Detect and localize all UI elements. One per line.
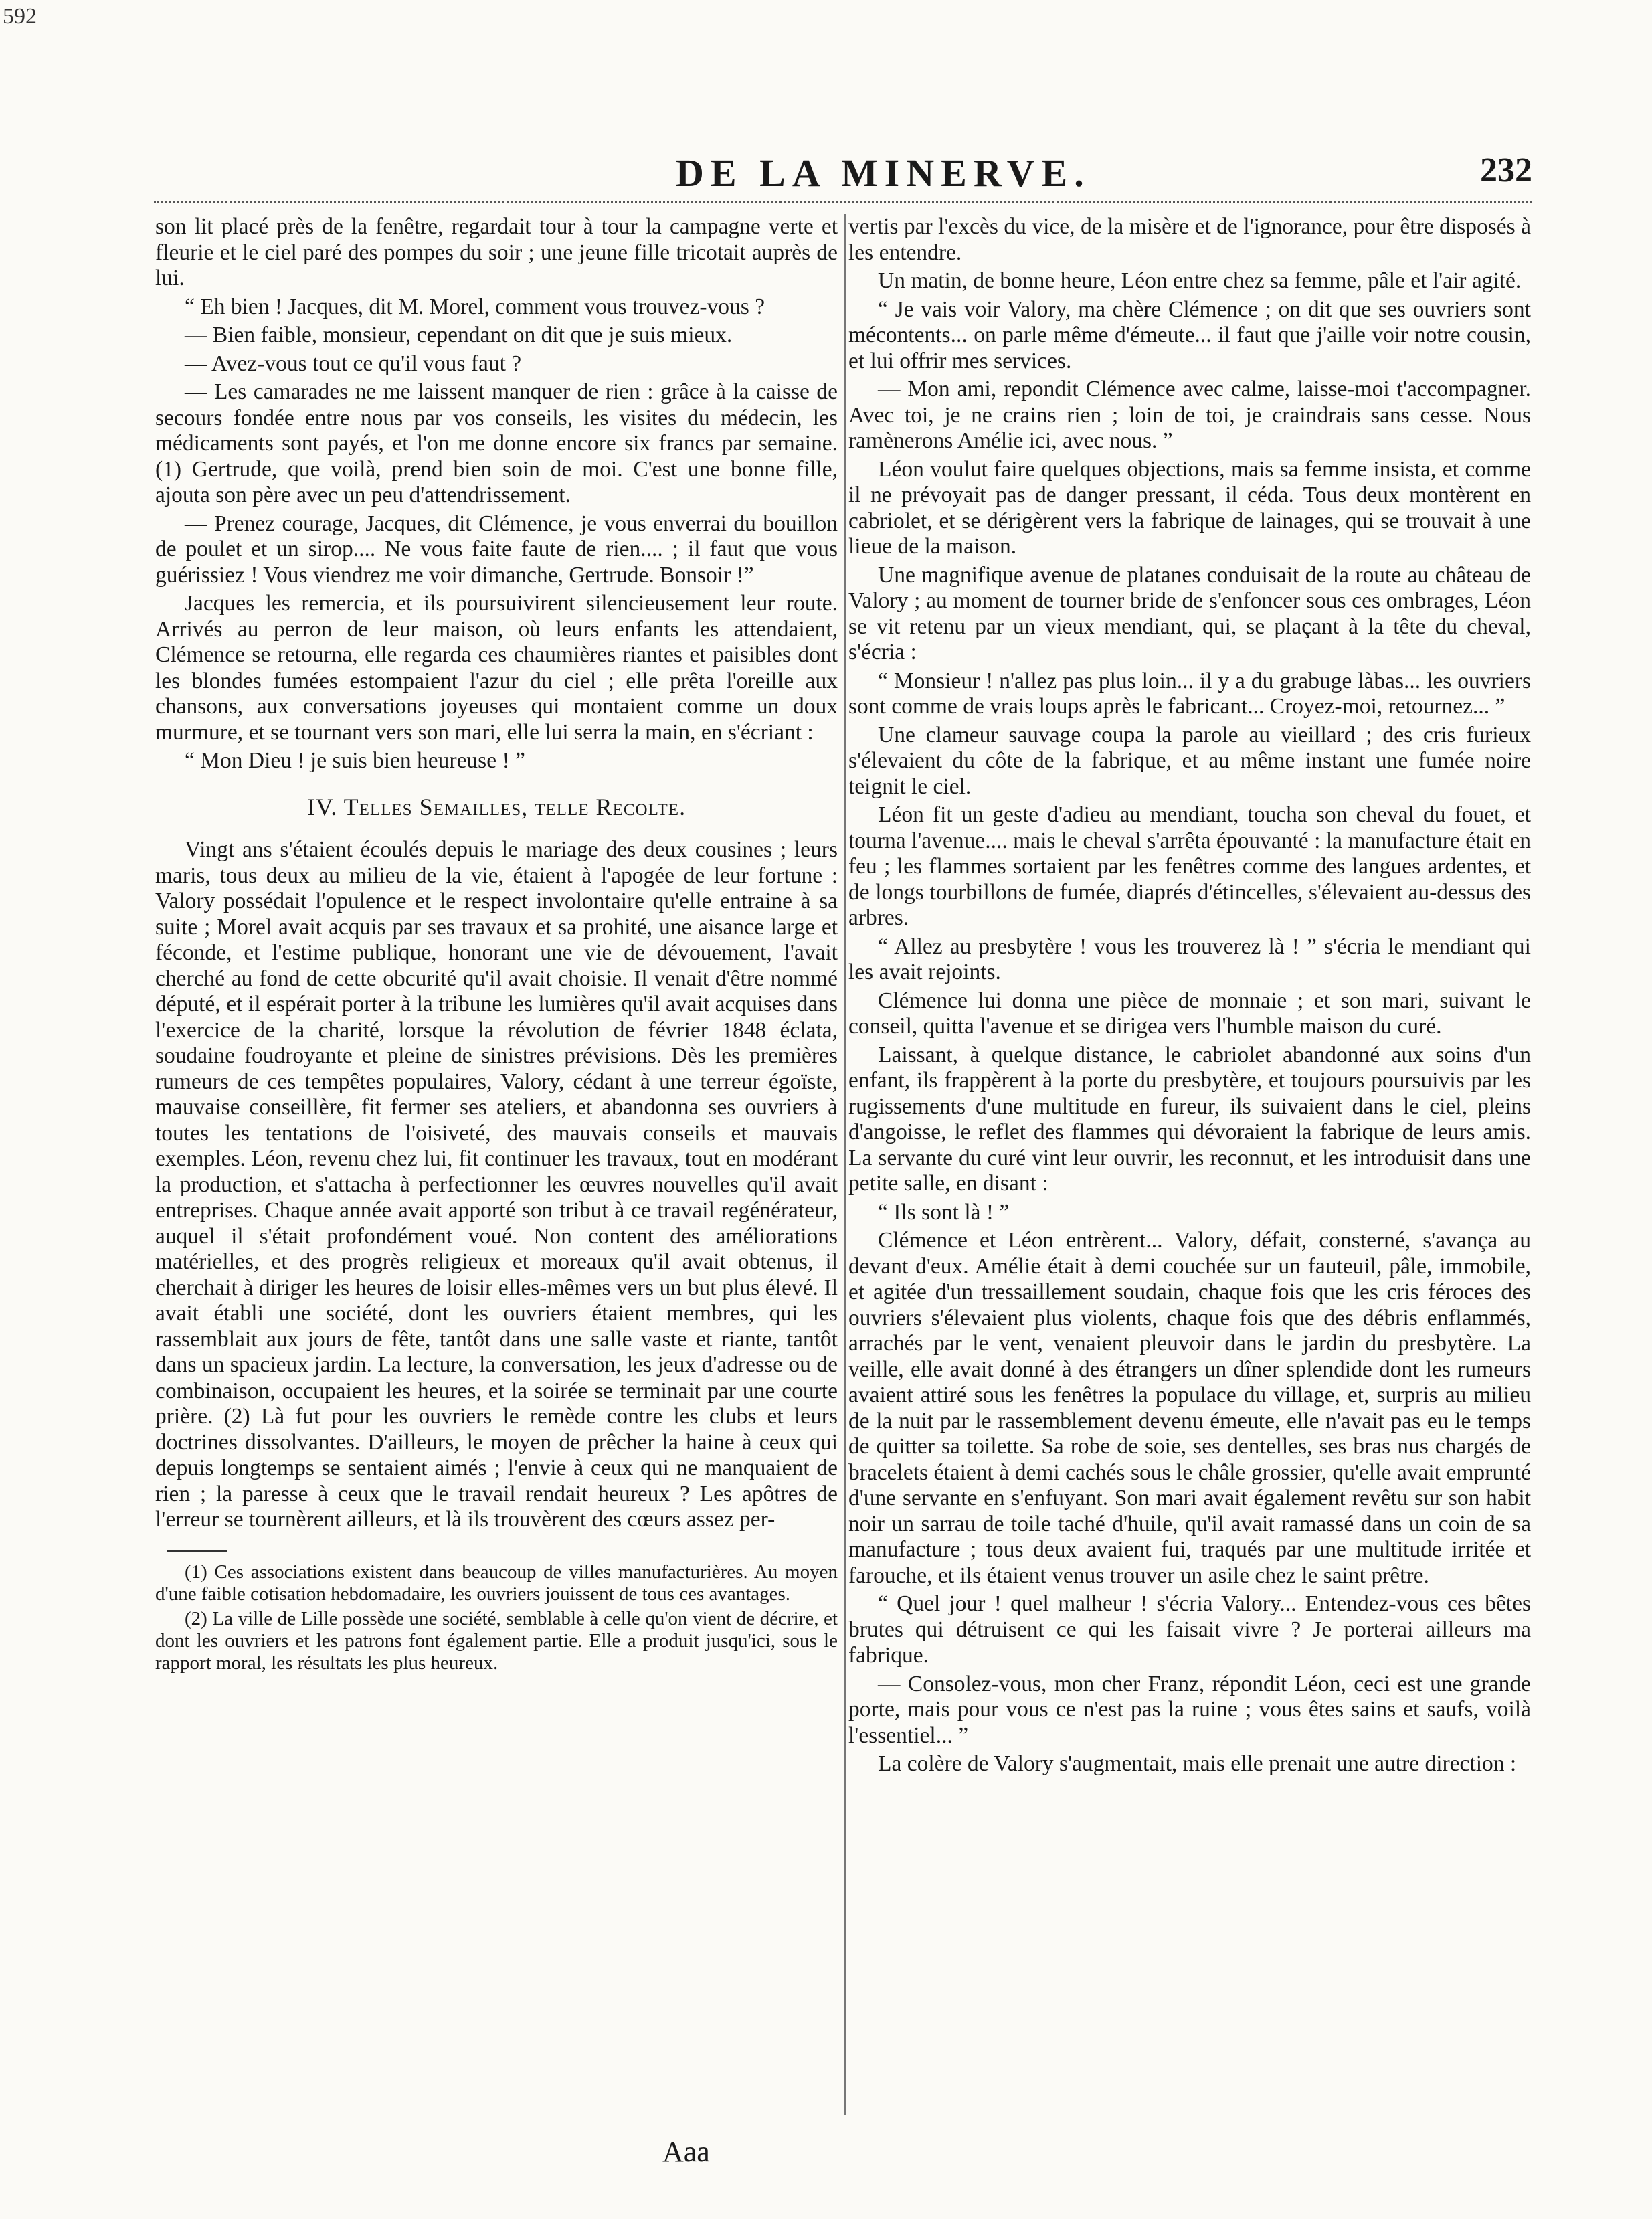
footnote: (1) Ces associations existent dans beaucoup de villes manufacturières. Au moyen d'une faible cotisation hebdomadaire, les ouvriers jouissent de tous ces avantages. xyxy=(155,1561,838,1605)
paragraph: Clémence et Léon entrèrent... Valory, défait, consterné, s'avança au devant d'eux. Amélie était à demi couchée sur un fauteuil, pâle, immobile, et agitée d'un tressaillement soudain, chaque fois que les cris féroces des ouvriers s'élevaient plus violents, chaque fois que des débris enflammés, arrachés par le vent, venaient pleuvoir dans le jardin du presbytère. La veille, elle avait donné à des étrangers un dîner splendide dont les rumeurs avaient attiré sous les fenêtres la populace du village, et, surpris au milieu de la nuit par le rassemblement devenu émeute, elle n'avait pas eu le temps de quitter sa toilette. Sa robe de soie, ses dentelles, ses bras nus chargés de bracelets étaient à demi cachés sous le châle grossier, qu'elle avait emprunté d'une servante en s'enfuyant. Son mari avait également revêtu sur son habit noir un sarrau de toile taché d'huile, qu'il avait ramassé dans un coin de sa manufacture ; tous deux avaient fui, traqués par une multitude irritée et farouche, et ils étaient venus trouver un asile chez le saint prêtre. xyxy=(848,1228,1531,1588)
paragraph: “ Quel jour ! quel malheur ! s'écria Valory... Entendez-vous ces bêtes brutes qui détruisent ce qui les faisait vivre ? Je porterai ailleurs ma fabrique. xyxy=(848,1591,1531,1668)
paragraph: Clémence lui donna une pièce de monnaie ; et son mari, suivant le conseil, quitta l'avenue et se dirigea vers l'humble maison du curé. xyxy=(848,988,1531,1039)
paragraph: “ Je vais voir Valory, ma chère Clémence ; on dit que ses ouvriers sont mécontents... on parle même d'émeute... il faut que j'aille voir notre cousin, et lui offrir mes services. xyxy=(848,296,1531,373)
paragraph: “ Ils sont là ! ” xyxy=(878,1199,1010,1225)
paragraph: vertis par l'excès du vice, de la misère et de l'ignorance, pour être disposés à les entendre. xyxy=(848,214,1531,265)
journal-title: DE LA MINERVE. xyxy=(676,151,1091,195)
paragraph: Un matin, de bonne heure, Léon entre chez sa femme, pâle et l'air agité. xyxy=(878,268,1522,293)
paragraph: son lit placé près de la fenêtre, regardait tour à tour la campagne verte et fleurie et le ciel paré des pompes du soir ; une jeune fille tricotait auprès de lui. xyxy=(155,214,838,290)
paragraph: “ Allez au presbytère ! vous les trouverez là ! ” s'écria le mendiant qui les avait rejoints. xyxy=(848,934,1531,984)
header-rule xyxy=(154,201,1532,203)
paragraph: — Prenez courage, Jacques, dit Clémence, je vous enverrai du bouillon de poulet et un sirop.... Ne vous faite faute de rien.... ; il faut que vous guérissiez ! Vous viendrez me voir dimanche, Gertrude. Bonsoir !” xyxy=(155,511,838,588)
paragraph: “ Eh bien ! Jacques, dit M. Morel, comment vous trouvez-vous ? xyxy=(185,294,765,319)
paragraph: — Avez-vous tout ce qu'il vous faut ? xyxy=(185,351,522,376)
paragraph: Vingt ans s'étaient écoulés depuis le mariage des deux cousines ; leurs maris, tous deux au milieu de la vie, étaient à l'apogée de leur fortune : Valory possédait l'opulence et le respect involontaire qu'elle entraine à sa suite ; Morel avait acquis par ses travaux et sa prohité, une aisance large et féconde, et l'estime publique, honorant une vie de dévouement, l'avait cherché au fond de cette obcurité qu'il avait choisie. Il venait d'être nommé député, et il espérait porter à la tribune les lumières qu'il avait acquises dans l'exercice de la charité, lorsque la révolution de février 1848 éclata, soudaine foudroyante et pleine de sinistres prévisions. Dès les premières rumeurs de ces tempêtes populaires, Valory, cédant à une terreur égoïste, mauvaise conseillère, fit fermer ses ateliers, et abandonna ses ouvriers à toutes les tentations de l'oisiveté, des mauvais conseils et mauvais exemples. Léon, revenu chez lui, fit continuer les travaux, tout en modérant la production, et s'attacha à perfectionner les œuvres nouvelles qu'il avait entreprises. Chaque année avait apporté son tribut à ce travail regénérateur, auquel il s'était profondément voué. Non content des améliorations matérielles, et des progrès religieux et moreaux qu'il avait obtenus, il cherchait à diriger les heures de loisir elles-mêmes vers un but plus élevé. Il avait établi une société, dont les ouvriers étaient membres, qui les rassemblait aux jours de fête, tantôt dans une salle vaste et riante, tantôt dans un spacieux jardin. La lecture, la conversation, les jeux d'adresse ou de combinaison, occupaient les heures, et la soirée se terminait par une courte prière. (2) Là fut pour les ouvriers le remède contre les clubs et leurs doctrines dissolvantes. D'ailleurs, le moyen de prêcher la haine à ceux qui depuis longtemps se sentaient aimés ; l'envie à ceux qui ne manquaient de rien ; la paresse à ceux que le travail rendait heureux ? Les apôtres de l'erreur se tournèrent ailleurs, et là ils trouvèrent des cœurs assez per- xyxy=(155,837,838,1532)
paragraph: — Bien faible, monsieur, cependant on dit que je suis mieux. xyxy=(185,323,733,347)
paragraph: La colère de Valory s'augmentait, mais elle prenait une autre direction : xyxy=(878,1751,1517,1776)
paragraph: Léon fit un geste d'adieu au mendiant, toucha son cheval du fouet, et tourna l'avenue.... mais le cheval s'arrêta épouvanté : la manufacture était en feu ; les flammes sortaient par les fenêtres comme des langues ardentes, et de longs tourbillons de fumée, diaprés d'étincelles, s'élevaient au-dessus des arbres. xyxy=(848,802,1531,930)
right-column xyxy=(848,214,1531,1780)
paragraph: Jacques les remercia, et ils poursuivirent silencieusement leur route. Arrivés au perron de leur maison, où leurs enfants les attendaient, Clémence se retourna, elle regarda ces chaumières riantes et paisibles dont les blondes fumées estompaient l'azur du ciel ; elle prêta l'oreille aux chansons, aux conversations joyeuses qui montaient comme un doux murmure, et se tournant vers son mari, elle lui serra la main, en s'écriant : xyxy=(155,591,838,745)
paragraph: Une magnifique avenue de platanes conduisait de la route au château de Valory ; au moment de tourner bride de s'enfoncer sous ces ombrages, Léon se vit retenu par un vieux mendiant, qui, se plaçant à la tête du cheval, s'écria : xyxy=(848,562,1531,664)
paragraph: — Les camarades ne me laissent manquer de rien : grâce à la caisse de secours fondée entre nous par vos conseils, les visites du médecin, les médicaments sont payés, et l'on me donne encore six francs par semaine. (1) Gertrude, que voilà, prend bien soin de moi. C'est une bonne fille, ajouta son père avec un peu d'attendrissement. xyxy=(155,379,838,507)
paragraph: Une clameur sauvage coupa la parole au vieillard ; des cris furieux s'élevaient du côte de la fabrique, et au même instant une fumée noire teignit le ciel. xyxy=(848,722,1531,799)
signature-mark: Aaa xyxy=(662,2135,710,2168)
page-number: 232 xyxy=(1480,151,1532,189)
running-header xyxy=(154,151,1532,197)
footnote-rule xyxy=(167,1550,227,1552)
section-heading: IV. Telles Semailles, telle Recolte. xyxy=(306,793,686,820)
paragraph: — Mon ami, repondit Clémence avec calme, laisse-moi t'accompagner. Avec toi, je ne crains rien ; loin de toi, je craindrais sans cesse. Nous ramènerons Amélie ici, avec nous. ” xyxy=(848,377,1531,453)
paragraph: — Consolez-vous, mon cher Franz, répondit Léon, ceci est une grande porte, mais pour vous ce n'est pas la ruine ; vous êtes sains et saufs, voilà l'essentiel... ” xyxy=(848,1671,1531,1748)
paragraph: “ Monsieur ! n'allez pas plus loin... il y a du grabuge làbas... les ouvriers sont comme de vrais loups après le fabricant... Croyez-moi, retournez... ” xyxy=(848,668,1531,719)
footnote: (2) La ville de Lille possède une société, semblable à celle qu'on vient de décrire, et dont les ouvriers et les patrons font également partie. Elle a produit jusqu'ici, sous le rapport moral, les résultats les plus heureux. xyxy=(155,1607,838,1674)
column-divider xyxy=(844,214,846,2115)
paragraph: “ Mon Dieu ! je suis bien heureuse ! ” xyxy=(185,748,525,773)
left-column xyxy=(155,214,838,1677)
corner-page-mark: 592 xyxy=(3,4,37,29)
paragraph: Laissant, à quelque distance, le cabriolet abandonné aux soins d'un enfant, ils frappèrent à la porte du presbytère, et toujours poursuivis par les rugissements d'une multitude en fureur, ils suivaient dans le ciel, pleins d'angoisse, le reflet des flammes qui dévoraient la fabrique de leurs amis. La servante du curé vint leur ouvrir, les reconnut, et les introduisit dans une petite salle, en disant : xyxy=(848,1042,1531,1196)
paragraph: Léon voulut faire quelques objections, mais sa femme insista, et comme il ne prévoyait pas de danger pressant, il céda. Tous deux montèrent en cabriolet, et se dérigèrent vers la fabrique de lainages, qui se trouvait à une lieue de la maison. xyxy=(848,456,1531,559)
